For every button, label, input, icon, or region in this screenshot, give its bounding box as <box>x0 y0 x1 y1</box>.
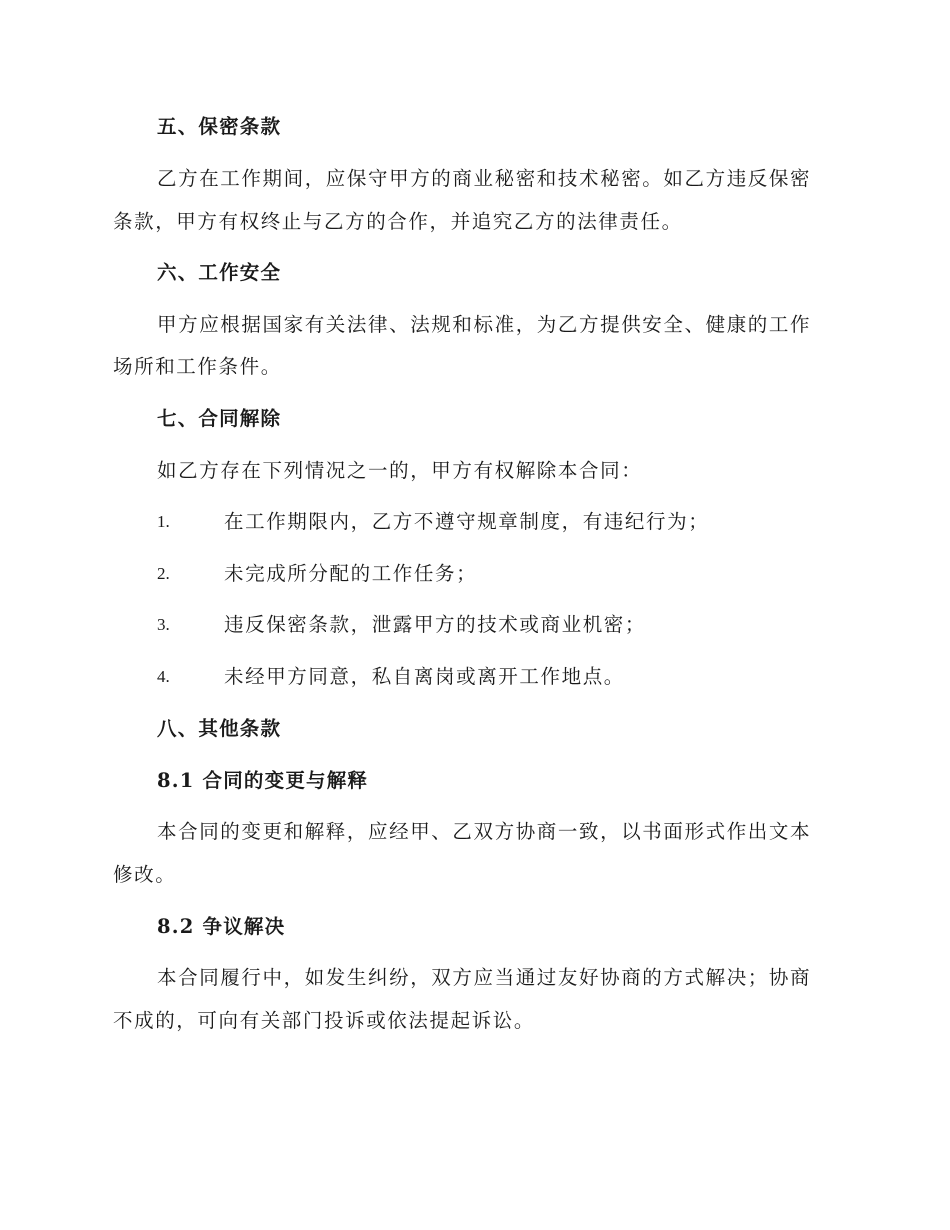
section-6-paragraph-line-2: 场所和工作条件。 <box>113 355 282 378</box>
list-item-text: 未经甲方同意，私自离岗或离开工作地点。 <box>224 665 625 688</box>
subsection-8-1-paragraph-line-2: 修改。 <box>113 863 177 886</box>
list-item-text: 在工作期限内，乙方不遵守规章制度，有违纪行为； <box>224 510 710 533</box>
section-7-heading: 七、合同解除 <box>157 407 282 430</box>
list-item-number: 2. <box>157 564 170 583</box>
section-6-heading: 六、工作安全 <box>157 261 282 284</box>
list-item-number: 3. <box>157 615 170 634</box>
section-8-heading: 八、其他条款 <box>157 717 282 740</box>
section-5-heading: 五、保密条款 <box>157 115 282 138</box>
subsection-8-2-paragraph-line-1: 本合同履行中，如发生纠纷，双方应当通过友好协商的方式解决；协商 <box>157 966 812 989</box>
section-5-paragraph-line-1: 乙方在工作期间，应保守甲方的商业秘密和技术秘密。如乙方违反保密 <box>157 167 812 190</box>
section-5-paragraph-line-2: 条款，甲方有权终止与乙方的合作，并追究乙方的法律责任。 <box>113 210 683 233</box>
subsection-8-1-paragraph-line-1: 本合同的变更和解释，应经甲、乙双方协商一致，以书面形式作出文本 <box>157 820 812 843</box>
list-item-text: 未完成所分配的工作任务； <box>224 562 478 585</box>
section-6-paragraph-line-1: 甲方应根据国家有关法律、法规和标准，为乙方提供安全、健康的工作 <box>157 313 812 336</box>
list-item-number: 4. <box>157 667 170 686</box>
list-item-number: 1. <box>157 512 170 531</box>
section-7-intro: 如乙方存在下列情况之一的，甲方有权解除本合同： <box>157 459 643 482</box>
subsection-8-2-heading: 8.2 争议解决 <box>157 915 286 938</box>
subsection-8-2-paragraph-line-2: 不成的，可向有关部门投诉或依法提起诉讼。 <box>113 1009 536 1032</box>
subsection-8-1-heading: 8.1 合同的变更与解释 <box>157 769 369 792</box>
list-item-text: 违反保密条款，泄露甲方的技术或商业机密； <box>224 613 647 636</box>
